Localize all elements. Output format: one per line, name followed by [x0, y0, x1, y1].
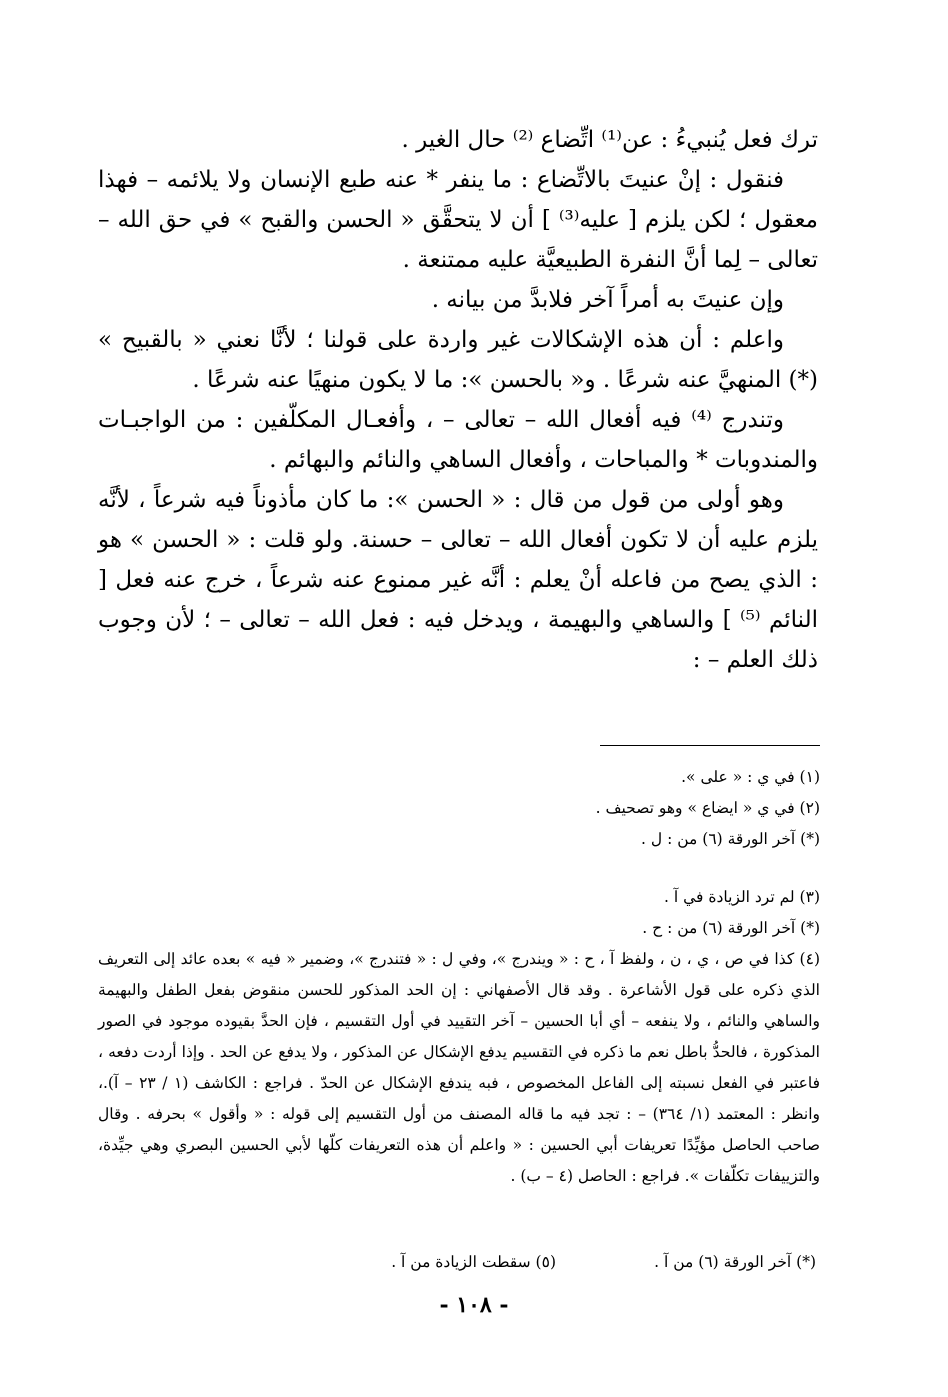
- footnote: (٣) لم ترد الزيادة في آ .: [663, 888, 820, 906]
- footnote: (١) في ي : « على ».: [681, 768, 820, 786]
- paragraph-1: ترك فعل يُنبيءُ : عن⁽¹⁾ اتِّضاع ⁽²⁾ حال الغير .: [401, 127, 818, 153]
- footnote: (٥) سقطت الزيادة من آ .: [391, 1253, 556, 1271]
- footnote: (*) آخر الورقة (٦) من آ .: [654, 1253, 816, 1271]
- footnote: (٤) كذا في ص ، ي ، ن ، ولفظ آ ، ح : « ويندرج »، وفي ل : « فتندرج »، وضمير « فيه » بعده عائد إلى التعريف الذي ذكره على قول الأشاعرة . وقد قال الأصفهاني : إن الحد المذكور للحسن منقوض بفعل الطفل والبهيمة والساهي والنائم ، ولا ينفعه – أي أبا الحسين – آخر التقييد في أول التقسيم ، فإن الحدَّ بقيوده موجود في الصور المذكورة ، فالحدُّ باطل نعم ما ذكره في التقسيم يدفع الإشكال عن المذكور ، ولا يدفع عن الحد . وإذا أردت دفعه ، فاعتبر في الفعل نسبته إلى الفاعل المخصوص ، فبه يندفع الإشكال عن الحدّ . فراجع : الكاشف (١ / ٢٣ – آ).، وانظر : المعتمد (١/ ٣٦٤) – : تجد فيه ما قاله المصنف من أول التقسيم إلى قوله : « وأقول » بحرفه . وقال صاحب الحاصل مؤيِّدًا تعريفات أبي الحسين : « واعلم أن هذه التعريفات كلّها لأبي الحسين البصري وهي جيِّدة، والتزييفات تكلّفات ». فراجع : الحاصل (٤ – ب) .: [98, 950, 821, 1185]
- footnotes-group-2: [98, 882, 820, 1192]
- footnotes-group-1: [98, 762, 820, 855]
- page-number: - ١٠٨ -: [439, 1292, 509, 1318]
- main-text: [98, 120, 818, 680]
- paragraph-2: فنقول : إنْ عنيتَ بالاتِّضاع : ما ينفر * عنه طبع الإنسان ولا يلائمه – فهذا معقول ؛ لكن يلزم [ عليه⁽³⁾ ] أن لا يتحقَّق « الحسن والقبح » في حق الله – تعالى – لِما أنَّ النفرة الطبيعيَّة عليه ممتنعة .: [98, 167, 818, 273]
- paragraph-6: وهو أولى من قول من قال : « الحسن »: ما كان مأذوناً فيه شرعاً ، لأنَّه يلزم عليه أن لا تكون أفعال الله – تعالى – حسنة. ولو قلت : « الحسن » هو : الذي يصح من فاعله أنْ يعلم : أنَّه غير ممنوع عنه شرعاً ، خرج عنه فعل [ النائم ⁽⁵⁾ ] والساهي والبهيمة ، ويدخل فيه : فعل الله – تعالى – ؛ لأن وجوب ذلك العلم – :: [98, 487, 818, 673]
- paragraph-5: وتندرج ⁽⁴⁾ فيه أفعال الله – تعالى – ، وأفعـال المكلّفين : من الواجبـات والمندوبات * والمباحات ، وأفعال الساهي والنائم والبهائم .: [98, 407, 818, 473]
- paragraph-3: وإن عنيتَ به أمراً آخر فلابدَّ من بيانه .: [431, 287, 784, 313]
- footnote-separator: [600, 745, 820, 746]
- footnote: (*) آخر الورقة (٦) من : ل .: [641, 830, 820, 848]
- footnote: (*) آخر الورقة (٦) من : ح .: [642, 919, 820, 937]
- paragraph-4: واعلم : أن هذه الإشكالات غير واردة على قولنا ؛ لأنَّا نعني « بالقبيح » (*) المنهيَّ عنه شرعًا . و« بالحسن »: ما لا يكون منهيًا عنه شرعًا .: [98, 327, 818, 393]
- footnote: (٢) في ي « ايضاع » وهو تصحيف .: [595, 799, 820, 817]
